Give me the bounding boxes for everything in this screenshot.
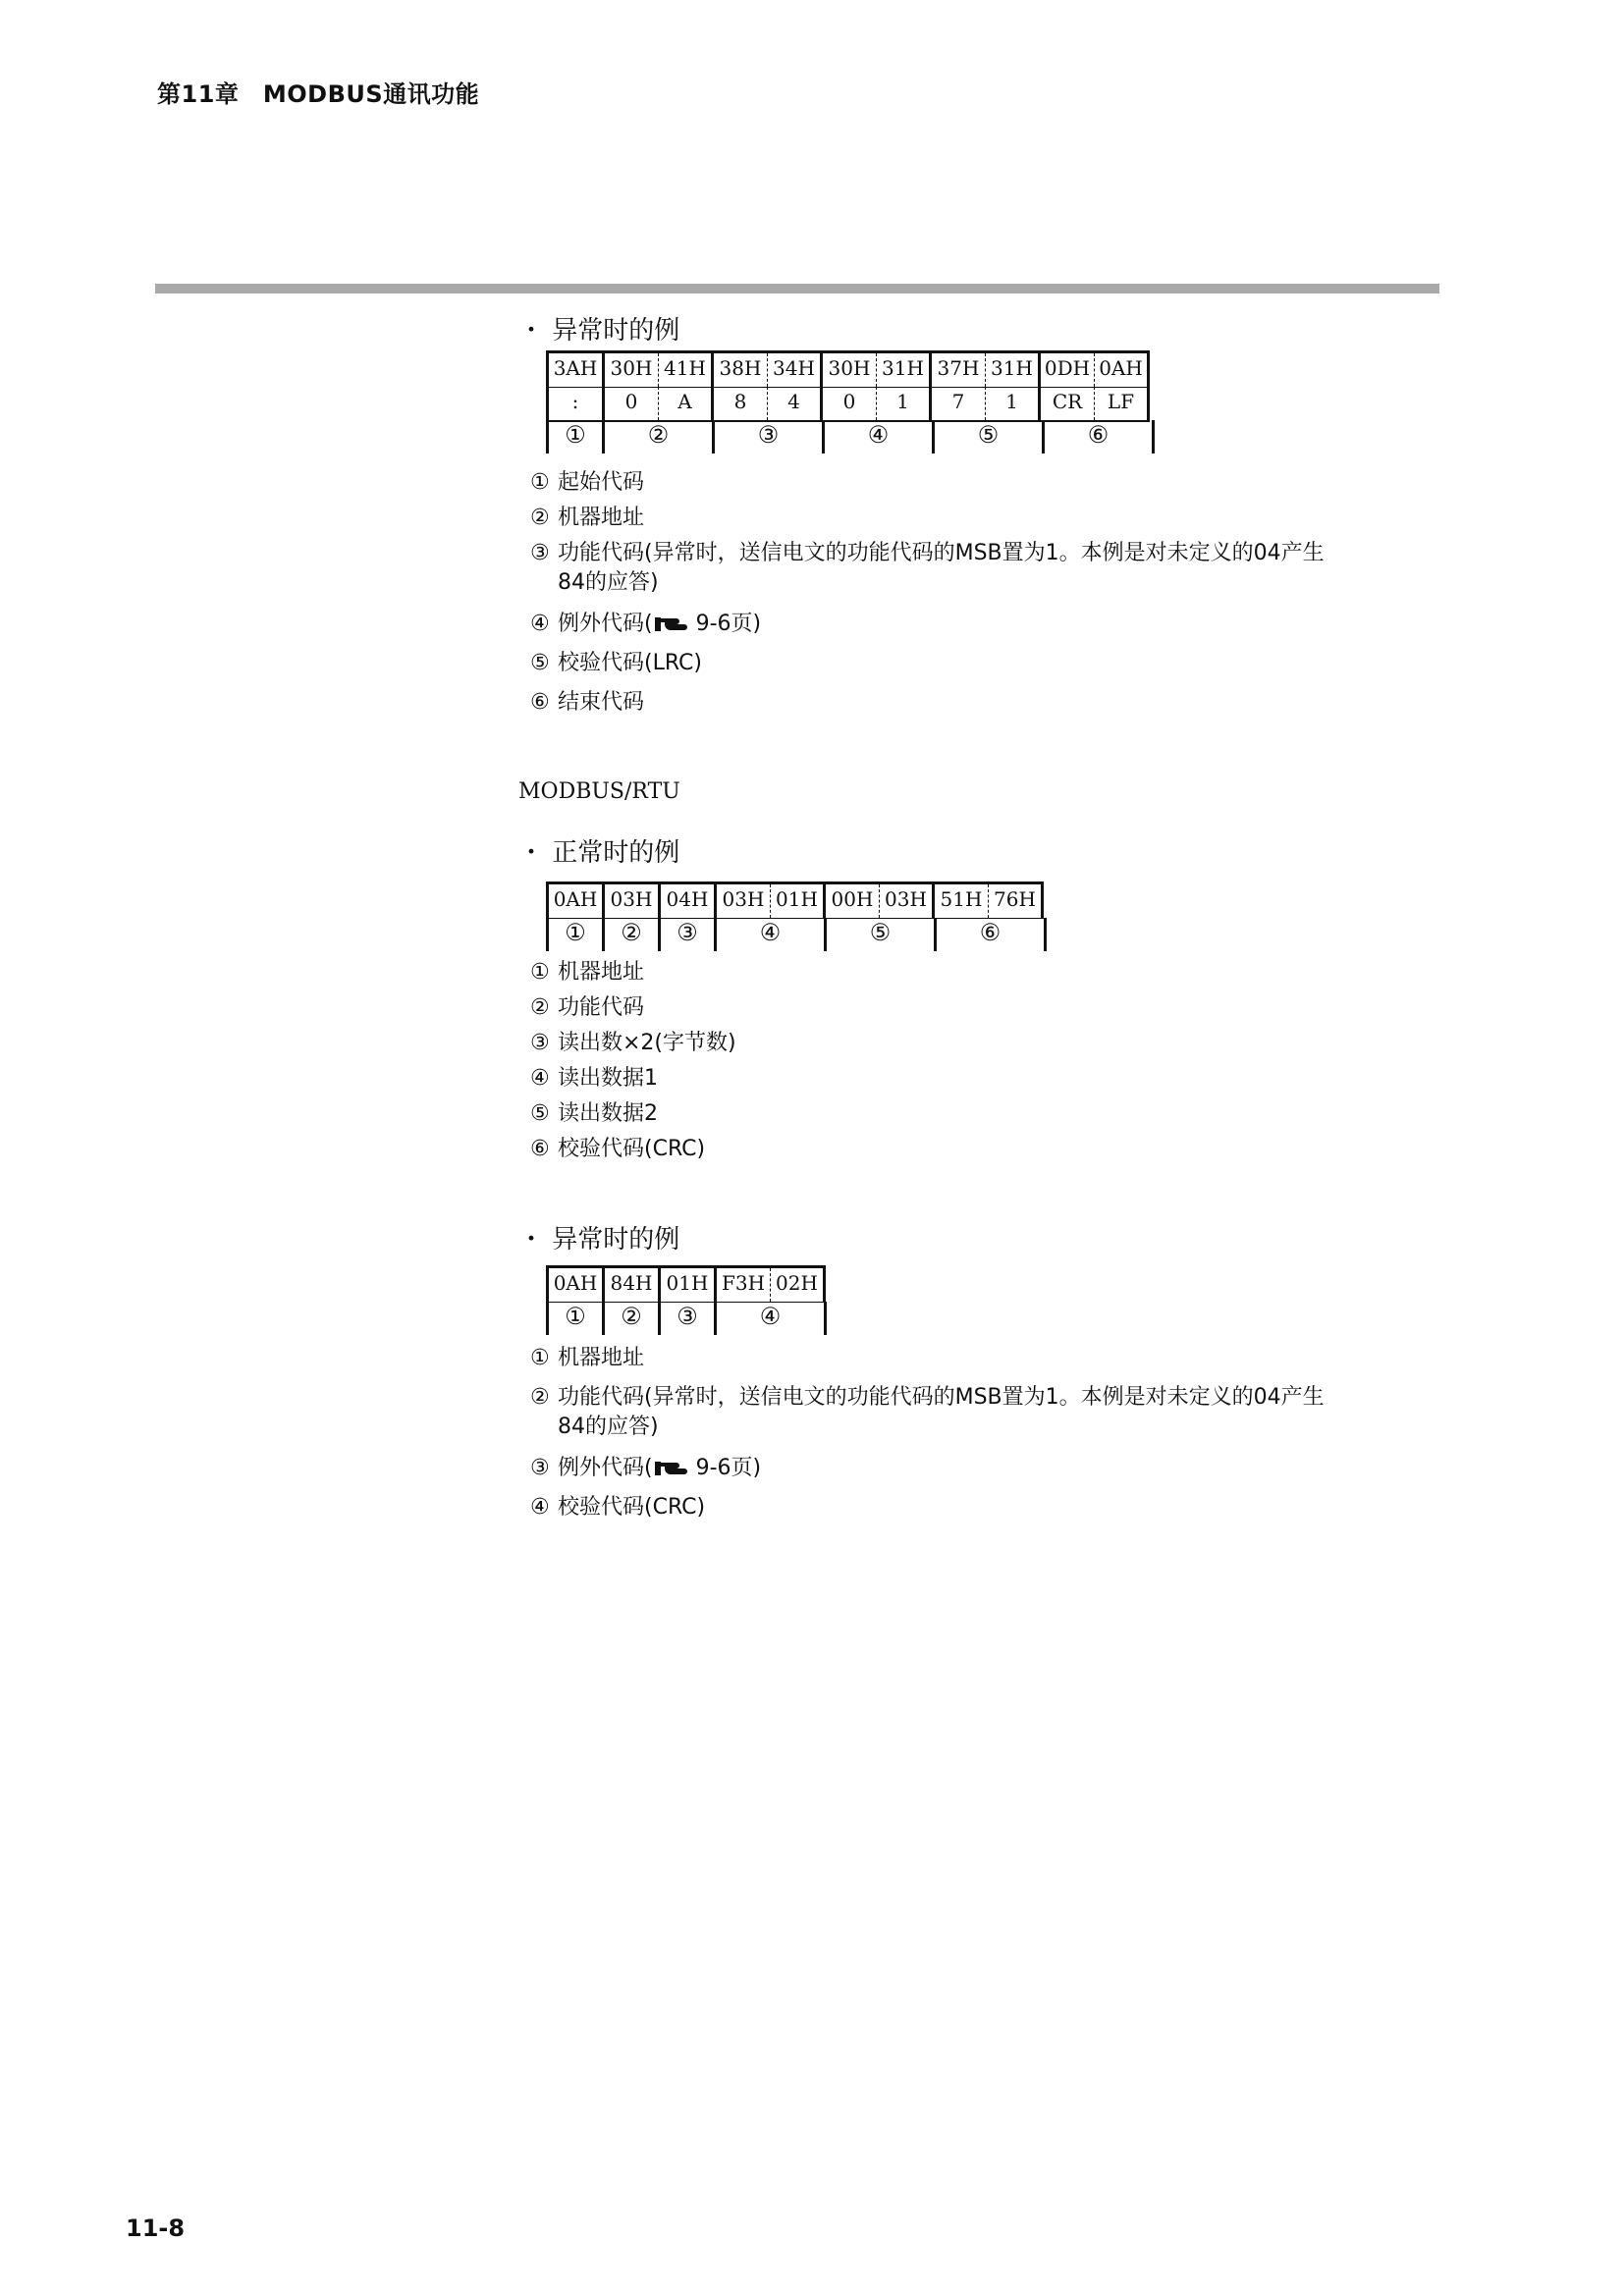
- frame-group: [1045, 420, 1155, 454]
- char-cell: 1: [876, 387, 929, 420]
- char-cell: 0: [842, 390, 856, 413]
- hex-cell: 3AH: [553, 356, 598, 380]
- hex-cell: 38H: [719, 356, 762, 380]
- page-number: 11-8: [126, 2215, 186, 2242]
- frame-group: [1041, 387, 1150, 422]
- field-marker: ③: [677, 919, 698, 946]
- frame-group: [605, 420, 715, 454]
- field-marker: ④: [867, 421, 890, 449]
- marker-row: [546, 1302, 827, 1335]
- ascii-error-heading: ・ 异常时的例: [518, 316, 680, 346]
- char-cell: CR: [1052, 390, 1083, 413]
- hex-cell: 03H: [610, 887, 653, 911]
- field-marker: ②: [647, 421, 670, 449]
- field-marker: ②: [621, 919, 642, 946]
- hex-cell: 0AH: [1094, 353, 1147, 387]
- char-cell: LF: [1094, 387, 1147, 420]
- frame-group: [823, 353, 932, 388]
- list-item-continuation: 84的应答): [558, 570, 659, 595]
- hex-cell: 41H: [658, 353, 711, 387]
- field-marker: ①: [565, 919, 586, 946]
- list-item: ⑥ 校验代码(CRC): [530, 1137, 706, 1161]
- section-divider: [155, 284, 1439, 294]
- field-marker: ①: [565, 421, 586, 449]
- frame-group: [605, 884, 661, 919]
- frame-group: [546, 918, 605, 951]
- marker-row: [546, 918, 1047, 951]
- list-item-continuation: 84的应答): [558, 1415, 659, 1439]
- rtu-section-label: MODBUS/RTU: [518, 779, 680, 804]
- list-item: ④ 例外代码( 9-6页): [530, 610, 761, 643]
- frame-group: [717, 918, 827, 951]
- list-item: ① 机器地址: [530, 1346, 645, 1370]
- field-marker: ⑥: [979, 919, 1001, 946]
- list-item: ④ 读出数据1: [530, 1066, 658, 1091]
- frame-group: [605, 1302, 661, 1335]
- char-cell: 8: [733, 390, 747, 413]
- hex-cell: 30H: [828, 356, 871, 380]
- frame-group: [661, 884, 717, 919]
- list-item: ③ 例外代码( 9-6页): [530, 1454, 761, 1487]
- frame-group: [717, 884, 826, 919]
- field-marker: ②: [621, 1303, 642, 1330]
- frame-group: [714, 353, 823, 388]
- pointing-hand-icon: [655, 613, 688, 643]
- hex-cell: 00H: [831, 887, 874, 911]
- hex-cell: 03H: [879, 884, 932, 918]
- hex-row: [546, 350, 1150, 388]
- field-marker: ⑤: [869, 919, 892, 946]
- char-row: [546, 387, 1150, 422]
- list-item: ① 机器地址: [530, 960, 645, 985]
- field-marker: ③: [677, 1303, 698, 1330]
- frame-group: [717, 1268, 826, 1303]
- frame-group: [935, 884, 1044, 919]
- frame-group: [661, 1302, 717, 1335]
- field-marker: ③: [757, 421, 780, 449]
- frame-group: [546, 353, 605, 388]
- frame-group: [605, 387, 714, 422]
- rtu-error-heading: ・ 异常时的例: [518, 1225, 680, 1255]
- field-marker: ①: [565, 1303, 586, 1330]
- hex-row: [546, 1265, 826, 1303]
- hex-cell: 04H: [666, 887, 709, 911]
- frame-group: [932, 353, 1041, 388]
- frame-group: [932, 387, 1041, 422]
- char-cell: 0: [624, 390, 638, 413]
- char-cell: 7: [951, 390, 965, 413]
- hex-cell: 34H: [767, 353, 820, 387]
- marker-row: [546, 420, 1155, 454]
- field-marker: ⑤: [977, 421, 1000, 449]
- hex-cell: 02H: [770, 1268, 823, 1302]
- hex-cell: F3H: [721, 1271, 766, 1295]
- hex-row: [546, 881, 1044, 919]
- rtu-normal-heading: ・ 正常时的例: [518, 838, 680, 868]
- char-cell: 1: [985, 387, 1038, 420]
- list-item: ① 起始代码: [530, 470, 645, 495]
- hex-cell: 30H: [610, 356, 653, 380]
- field-marker: ⑥: [1087, 421, 1110, 449]
- frame-group: [935, 420, 1045, 454]
- hex-cell: 0DH: [1044, 356, 1091, 380]
- hex-cell: 01H: [666, 1271, 709, 1295]
- list-item: ③ 功能代码(异常时，送信电文的功能代码的MSB置为1。本例是对未定义的04产生: [530, 541, 1325, 565]
- pointing-hand-icon: [655, 1457, 688, 1487]
- hex-cell: 0AH: [553, 1271, 598, 1295]
- list-item: ③ 读出数×2(字节数): [530, 1031, 736, 1055]
- frame-group: [715, 420, 825, 454]
- list-item: ⑤ 读出数据2: [530, 1101, 658, 1126]
- hex-cell: 37H: [937, 356, 980, 380]
- frame-group: [661, 1268, 717, 1303]
- char-cell: A: [658, 387, 711, 420]
- frame-group: [546, 1302, 605, 1335]
- field-marker: ④: [759, 919, 782, 946]
- hex-cell: 84H: [610, 1271, 653, 1295]
- chapter-title: 第11章 MODBUS通讯功能: [157, 80, 480, 108]
- frame-group: [546, 420, 605, 454]
- list-item: ② 功能代码(异常时，送信电文的功能代码的MSB置为1。本例是对未定义的04产生: [530, 1385, 1325, 1410]
- frame-group: [714, 387, 823, 422]
- hex-cell: 31H: [876, 353, 929, 387]
- frame-group: [605, 1268, 661, 1303]
- list-item: ⑤ 校验代码(LRC): [530, 651, 702, 675]
- frame-group: [605, 918, 661, 951]
- hex-cell: 03H: [722, 887, 765, 911]
- hex-cell: 76H: [988, 884, 1041, 918]
- frame-group: [546, 387, 605, 422]
- frame-group: [1041, 353, 1150, 388]
- frame-group: [546, 884, 605, 919]
- field-marker: ④: [759, 1303, 782, 1330]
- char-cell: 4: [767, 387, 820, 420]
- frame-group: [826, 884, 935, 919]
- frame-group: [605, 353, 714, 388]
- hex-cell: 01H: [770, 884, 823, 918]
- list-item: ④ 校验代码(CRC): [530, 1495, 706, 1520]
- list-item: ② 功能代码: [530, 995, 645, 1020]
- hex-cell: 0AH: [553, 887, 598, 911]
- frame-group: [546, 1268, 605, 1303]
- list-item: ② 机器地址: [530, 506, 645, 530]
- hex-cell: 51H: [940, 887, 983, 911]
- frame-group: [937, 918, 1047, 951]
- frame-group: [661, 918, 717, 951]
- list-item: ⑥ 结束代码: [530, 690, 645, 715]
- frame-group: [823, 387, 932, 422]
- char-cell: :: [571, 390, 579, 413]
- frame-group: [827, 918, 937, 951]
- hex-cell: 31H: [985, 353, 1038, 387]
- frame-group: [717, 1302, 827, 1335]
- frame-group: [825, 420, 935, 454]
